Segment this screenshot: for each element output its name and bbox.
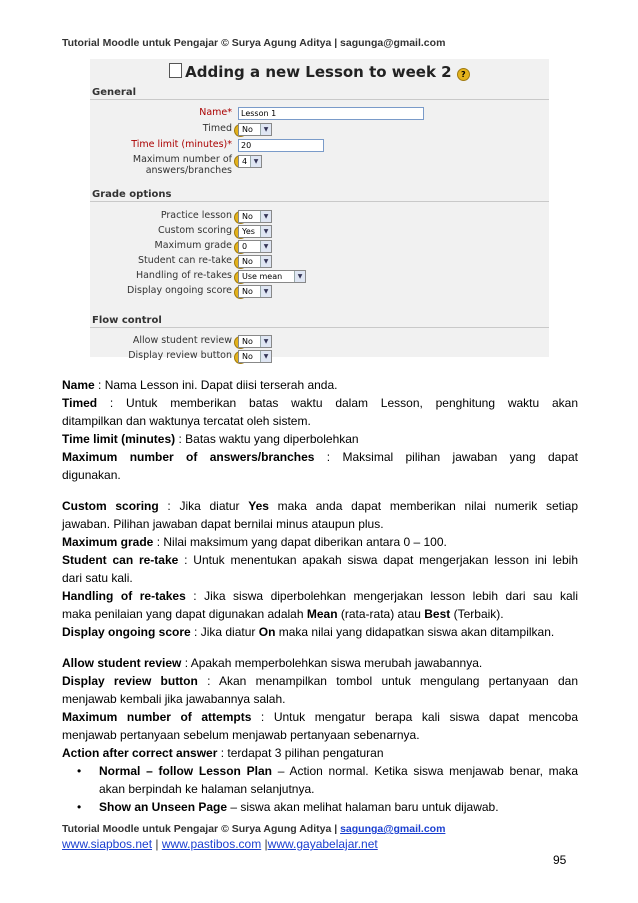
chevron-down-icon: ▼ (260, 241, 271, 252)
footer-credit-text: Tutorial Moodle untuk Pengajar © Surya Agung Aditya | (62, 823, 341, 835)
desc: : Jika siswa diperbolehkan mengerjakan lesson lebih dari sau kali (185, 589, 578, 603)
desc: : Batas waktu yang diperbolehkan (175, 432, 359, 446)
desc: : Jika diatur (190, 625, 259, 639)
term: Timed (62, 396, 98, 410)
maximum-grade-select[interactable] (238, 240, 272, 253)
lesson-form-screenshot (90, 59, 549, 361)
section-divider (90, 99, 549, 100)
keyword: Mean (306, 607, 338, 621)
handling-retakes-label: Handling of re-takes (135, 270, 232, 281)
timed-definition (62, 394, 578, 412)
page-number: 95 (553, 853, 567, 867)
chevron-down-icon: ▼ (260, 256, 271, 267)
footer-separator: | (261, 837, 268, 851)
allow-review-definition (62, 654, 578, 672)
name-label: Name* (199, 107, 232, 118)
max-answers-definition-cont: digunakan. (62, 468, 121, 482)
review-button-definition-cont: menjawab kembali jika jawabannya salah. (62, 692, 286, 706)
desc: maka anda dapat memberikan nilai numerik setiap (268, 499, 579, 513)
desc: maka nilai yang didapatkan siswa akan ditampilkan. (275, 625, 555, 639)
max-answers-definition (62, 448, 578, 466)
footer-link-siapbos[interactable]: www.siapbos.net (62, 837, 153, 851)
name-input[interactable]: Lesson 1 (238, 107, 424, 120)
chevron-down-icon: ▼ (260, 286, 271, 297)
keyword: Best (424, 607, 451, 621)
bullet-icon: • (77, 800, 82, 814)
student-retake-select-value: No (242, 257, 253, 266)
desc: (Terbaik). (450, 607, 504, 621)
time-limit-input[interactable]: 20 (238, 139, 324, 152)
term: Display ongoing score (62, 625, 191, 639)
term: Display review button (62, 674, 198, 688)
term: Action after correct answer (62, 746, 218, 760)
form-title-text: Adding a new Lesson to week 2 (185, 63, 452, 81)
bullet-icon: • (77, 764, 82, 778)
review-button-select-value: No (242, 352, 253, 361)
desc: : Apakah memperbolehkan siswa merubah jawabannya. (181, 656, 483, 670)
ongoing-score-definition (62, 623, 578, 641)
section-grade-heading: Grade options (92, 189, 172, 200)
footer-links (62, 837, 378, 851)
keyword: Yes (248, 499, 269, 513)
review-button-label: Display review button (128, 350, 232, 361)
max-answers-label (92, 154, 232, 176)
chevron-down-icon: ▼ (294, 271, 305, 282)
maximum-grade-select-value: 0 (242, 242, 248, 251)
timed-label: Timed (202, 123, 232, 134)
chevron-down-icon: ▼ (260, 211, 271, 222)
desc: : Untuk menentukan apakah siswa dapat mengerjakan lesson ini lebih (178, 553, 578, 567)
section-flow-heading: Flow control (92, 315, 162, 326)
handling-retakes-select[interactable] (238, 270, 306, 283)
chevron-down-icon: ▼ (260, 124, 271, 135)
time-limit-definition (62, 430, 578, 448)
max-answers-label-line1: Maximum number of (132, 154, 232, 165)
allow-review-label: Allow student review (132, 335, 232, 346)
section-divider (90, 201, 549, 202)
term: Normal – follow Lesson Plan (99, 764, 272, 778)
handling-retakes-definition-cont (62, 605, 578, 623)
term: Maximum number of attempts (62, 710, 252, 724)
practice-lesson-label: Practice lesson (160, 210, 232, 221)
term: Maximum grade (62, 535, 154, 549)
bullet-item-normal-cont: akan berpindah ke halaman selanjutnya. (99, 782, 315, 796)
desc: maka penilaian yang dapat digunakan adalah (62, 607, 307, 621)
max-answers-select[interactable] (238, 155, 262, 168)
desc: (rata-rata) atau (337, 607, 425, 621)
retake-definition-cont: dari satu kali. (62, 571, 133, 585)
review-button-select[interactable] (238, 350, 272, 363)
retake-definition (62, 551, 578, 569)
term: Allow student review (62, 656, 182, 670)
chevron-down-icon: ▼ (260, 226, 271, 237)
footer-link-pastibos[interactable]: www.pastibos.com (161, 837, 262, 851)
correct-answer-definition (62, 744, 578, 762)
custom-scoring-select-value: Yes (242, 227, 255, 236)
max-answers-label-line2: answers/branches (145, 165, 232, 176)
timed-definition-cont: ditampilkan dan waktunya tercatat oleh sistem. (62, 414, 311, 428)
max-attempts-definition-cont: menjawab pertanyaan sebelum menjawab pertanyaan sebenarnya. (62, 728, 420, 742)
desc: – Action normal. Ketika siswa menjawab benar, maka (271, 764, 579, 778)
handling-retakes-select-value: Use mean (242, 272, 283, 281)
desc: : Untuk mengatur berapa kali siswa dapat mencoba (251, 710, 578, 724)
footer-link-gayabelajar[interactable]: www.gayabelajar.net (267, 837, 378, 851)
custom-scoring-label: Custom scoring (158, 225, 232, 236)
desc: : Jika diatur (158, 499, 249, 513)
term: Name (62, 378, 95, 392)
help-icon[interactable]: ? (457, 68, 470, 81)
name-definition (62, 376, 578, 394)
timed-select-value: No (242, 125, 253, 134)
term: Handling of re-takes (62, 589, 186, 603)
maximum-grade-label: Maximum grade (154, 240, 232, 251)
form-title (90, 63, 549, 81)
term: Time limit (minutes) (62, 432, 176, 446)
timed-select[interactable] (238, 123, 272, 136)
chevron-down-icon: ▼ (250, 156, 261, 167)
desc: : terdapat 3 pilihan pengaturan (217, 746, 384, 760)
custom-scoring-definition (62, 497, 578, 515)
student-retake-select[interactable] (238, 255, 272, 268)
bullet-item-unseen (99, 798, 578, 816)
time-limit-label: Time limit (minutes)* (131, 139, 232, 150)
practice-lesson-select-value: No (242, 212, 253, 221)
max-attempts-definition (62, 708, 578, 726)
allow-review-select-value: No (242, 337, 253, 346)
desc: – siswa akan melihat halaman baru untuk dijawab. (227, 800, 499, 814)
desc: : Nilai maksimum yang dapat diberikan antara 0 – 100. (153, 535, 447, 549)
keyword: On (258, 625, 276, 639)
handling-retakes-definition (62, 587, 578, 605)
term: Maximum number of answers/branches (62, 450, 315, 464)
section-general-heading: General (92, 87, 136, 98)
footer-credit (62, 823, 445, 835)
term: Custom scoring (62, 499, 159, 513)
bullet-item-normal (99, 762, 578, 780)
chevron-down-icon: ▼ (260, 351, 271, 362)
practice-lesson-select[interactable] (238, 210, 272, 223)
desc: : Akan menampilkan tombol untuk mengulang pertanyaan dan (197, 674, 578, 688)
max-grade-definition (62, 533, 578, 551)
custom-scoring-select[interactable] (238, 225, 272, 238)
allow-review-select[interactable] (238, 335, 272, 348)
max-answers-select-value: 4 (242, 157, 248, 166)
review-button-definition (62, 672, 578, 690)
footer-separator: | (152, 837, 162, 851)
desc: : Nama Lesson ini. Dapat diisi terserah anda. (94, 378, 338, 392)
term: Student can re-take (62, 553, 179, 567)
desc: : Untuk memberikan batas waktu dalam Lesson, penghitung waktu akan (97, 396, 578, 410)
page-header: Tutorial Moodle untuk Pengajar © Surya Agung Aditya | sagunga@gmail.com (62, 37, 446, 49)
document-icon (169, 63, 182, 78)
ongoing-score-label: Display ongoing score (127, 285, 232, 296)
ongoing-score-select-value: No (242, 287, 253, 296)
chevron-down-icon: ▼ (260, 336, 271, 347)
term: Show an Unseen Page (99, 800, 228, 814)
section-divider (90, 327, 549, 328)
ongoing-score-select[interactable] (238, 285, 272, 298)
custom-scoring-definition-cont: jawaban. Pilihan jawaban dapat bernilai minus ataupun plus. (62, 517, 384, 531)
footer-email-link[interactable]: sagunga@gmail.com (340, 823, 446, 835)
desc: : Maksimal pilihan jawaban yang dapat (314, 450, 578, 464)
student-retake-label: Student can re-take (137, 255, 232, 266)
